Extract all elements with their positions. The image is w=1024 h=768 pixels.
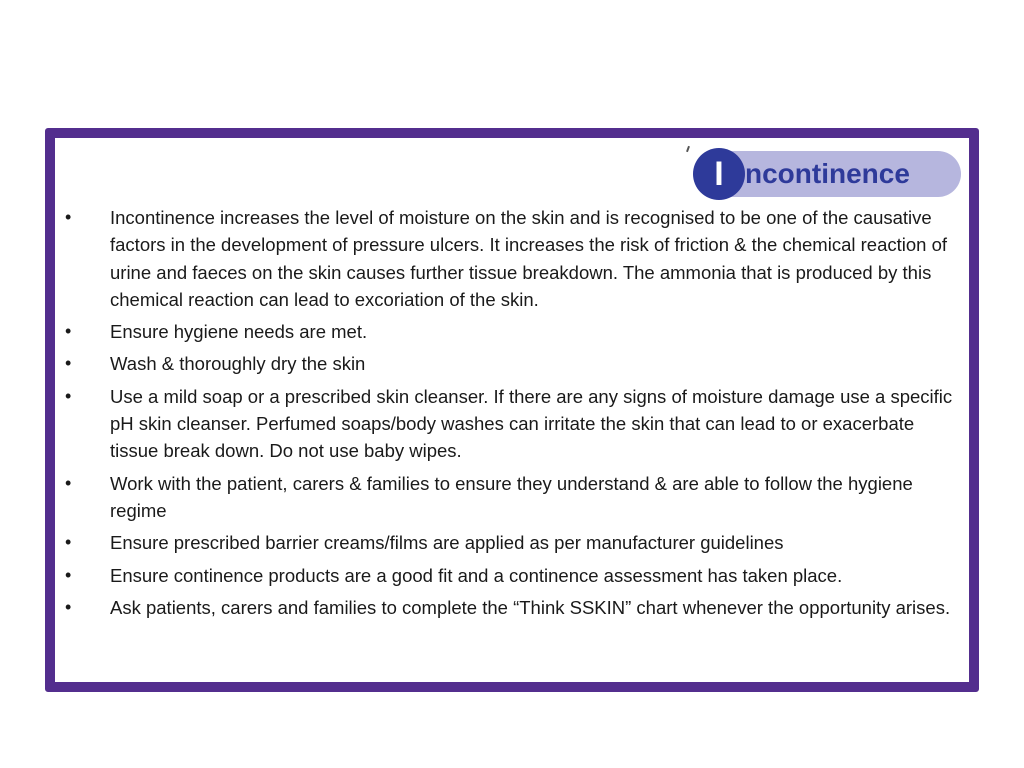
bullet-dot: • [65,207,72,227]
bullet-text: Wash & thoroughly dry the skin [110,353,366,375]
bullet-item [65,318,963,345]
bullet-item [65,204,963,313]
bullet-list [65,204,963,626]
bullet-text: Ensure hygiene needs are met. [110,321,368,343]
bullet-dot: • [65,564,72,585]
badge-initial-circle [693,148,745,200]
badge-tick-mark [686,146,690,152]
bullet-dot: • [65,353,72,374]
bullet-dot: • [65,596,72,617]
bullet-text: Work with the patient, carers & families to ensure they understand & are able to follow the hygiene regime [110,472,913,521]
content-frame [45,128,979,692]
bullet-text: Ensure continence products are a good fit and a continence assessment has taken place. [110,564,843,586]
bullet-item [65,350,963,377]
bullet-item [65,562,963,589]
bullet-text: Use a mild soap or a prescribed skin cleanser. If there are any signs of moisture damage use a specific pH skin cleanser. Perfumed soaps/body washes can irritate the skin that can lead to or exacerbate tissue break down. Do not use baby wipes. [110,385,953,462]
incontinence-heading-badge [691,148,963,200]
bullet-item [65,470,963,525]
badge-heading-text: ncontinence [745,158,910,189]
bullet-item [65,383,963,465]
bullet-dot: • [65,321,72,342]
bullet-dot: • [65,532,72,553]
bullet-item [65,529,963,556]
bullet-text: Ask patients, carers and families to complete the “Think SSKIN” chart whenever the opportunity arises. [110,596,951,618]
bullet-text: Incontinence increases the level of moisture on the skin and is recognised to be one of the causative factors in the development of pressure ulcers. It increases the risk of friction & the chemical reaction of urine and faeces on the skin causes further tissue breakdown. The ammonia that is produced by this chemical reaction can lead to excoriation of the skin. [110,207,947,310]
bullet-dot: • [65,385,72,406]
bullet-dot: • [65,472,72,493]
badge-initial-letter: I [714,155,724,193]
bullet-text: Ensure prescribed barrier creams/films are applied as per manufacturer guidelines [110,532,784,554]
bullet-item [65,594,963,621]
